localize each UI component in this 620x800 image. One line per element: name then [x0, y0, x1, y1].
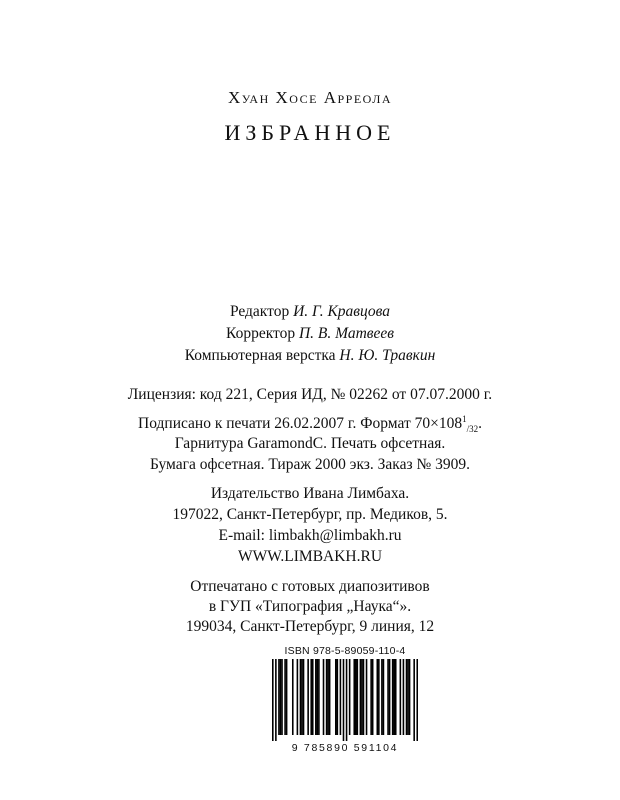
barcode-bar: [383, 659, 385, 735]
barcode-bar: [343, 659, 345, 741]
barcode-bar: [409, 659, 411, 735]
printer-line-1: Отпечатано с готовых диапозитивов: [190, 578, 430, 595]
barcode-bar: [393, 659, 395, 735]
barcode-bar: [403, 659, 405, 735]
barcode-bar: [346, 659, 348, 741]
layout-credit: [0, 346, 620, 366]
barcode-bar: [361, 659, 363, 735]
barcode-bar: [377, 659, 379, 735]
barcode-bar: [307, 659, 309, 735]
barcode-bar: [366, 659, 368, 735]
barcode-bar: [392, 659, 394, 735]
book-title: ИЗБРАННОЕ: [224, 120, 396, 145]
format-fraction-denominator: /32: [466, 424, 479, 435]
barcode-bar: [360, 659, 362, 735]
editor-credit: [0, 302, 620, 322]
barcode-bar: [275, 659, 277, 741]
format-fraction-numerator: 1: [462, 413, 467, 424]
isbn-label: ISBN 978-5-89059-110-4: [284, 645, 406, 657]
barcode-bar: [355, 659, 357, 735]
barcode-bar: [340, 659, 342, 735]
barcode-bar: [278, 659, 280, 735]
barcode-bar: [300, 659, 302, 735]
barcode-bar: [323, 659, 325, 735]
publisher-address: 197022, Санкт-Петербург, пр. Медиков, 5.: [172, 506, 448, 523]
barcode-bar: [284, 659, 286, 735]
barcode-bar: [378, 659, 380, 735]
barcode-bar: [297, 659, 299, 735]
barcode-bar: [286, 659, 288, 735]
license-line: Лицензия: код 221, Серия ИД, № 02262 от 07.07.2000 г.: [127, 386, 493, 403]
barcode-bar: [281, 659, 283, 735]
barcode-bar: [318, 659, 320, 735]
print-format-end: .: [478, 415, 482, 432]
barcode-bar: [353, 659, 355, 735]
barcode-bar: [413, 659, 415, 741]
barcode-bar: [329, 659, 331, 735]
barcode-bar: [317, 659, 319, 735]
barcode-bar: [280, 659, 282, 735]
barcode-bar: [315, 659, 317, 735]
barcode-bar: [395, 659, 397, 735]
barcode-bar: [327, 659, 329, 735]
barcode-bar: [326, 659, 328, 735]
barcode-bar: [416, 659, 418, 741]
layout-label: Компьютерная верстка: [184, 347, 336, 364]
barcode-bar: [400, 659, 402, 735]
barcode-bar: [272, 659, 274, 741]
barcode-bar: [301, 659, 303, 735]
barcode-bars: [272, 659, 418, 741]
barcode-bar: [387, 659, 389, 735]
layout-name: Н. Ю. Травкин: [339, 347, 436, 364]
barcode-bar: [407, 659, 409, 735]
barcode-bar: [357, 659, 359, 735]
print-format-line: [0, 414, 620, 434]
printer-line-2: в ГУП «Типография „Наука“».: [208, 598, 412, 615]
typeface-line: Гарнитура GaramondC. Печать офсетная.: [174, 435, 446, 452]
barcode-bar: [406, 659, 408, 735]
barcode-bar: [310, 659, 312, 735]
barcode-bar: [292, 659, 294, 735]
paper-run-line: Бумага офсетная. Тираж 2000 экз. Заказ № 3909.: [150, 456, 470, 473]
printer-address: 199034, Санкт-Петербург, 9 линия, 12: [185, 618, 435, 635]
isbn-barcode: [272, 645, 418, 761]
publisher-website: WWW.LIMBAKH.RU: [237, 548, 383, 565]
barcode-bar: [303, 659, 305, 735]
publisher-name: Издательство Ивана Лимбаха.: [210, 485, 410, 502]
barcode-bar: [349, 659, 351, 735]
book-author: Хуан Хосе Арреола: [227, 88, 393, 107]
print-format-text: Подписано к печати 26.02.2007 г. Формат 70×108: [138, 415, 463, 432]
barcode-bar: [370, 659, 372, 735]
corrector-name: П. В. Матвеев: [298, 325, 394, 342]
editor-label: Редактор: [229, 303, 290, 320]
barcode-bar: [335, 659, 337, 735]
barcode-bar: [312, 659, 314, 735]
barcode-bar: [337, 659, 339, 735]
corrector-credit: [0, 324, 620, 344]
barcode-bar: [389, 659, 391, 735]
corrector-label: Корректор: [226, 325, 296, 342]
barcode-bar: [372, 659, 374, 735]
barcode-digits: 9 785890 591104: [291, 742, 399, 754]
barcode-bar: [363, 659, 365, 735]
editor-name: И. Г. Кравцова: [293, 303, 391, 320]
barcode-bar: [381, 659, 383, 735]
publisher-email: E-mail: limbakh@limbakh.ru: [218, 527, 402, 544]
